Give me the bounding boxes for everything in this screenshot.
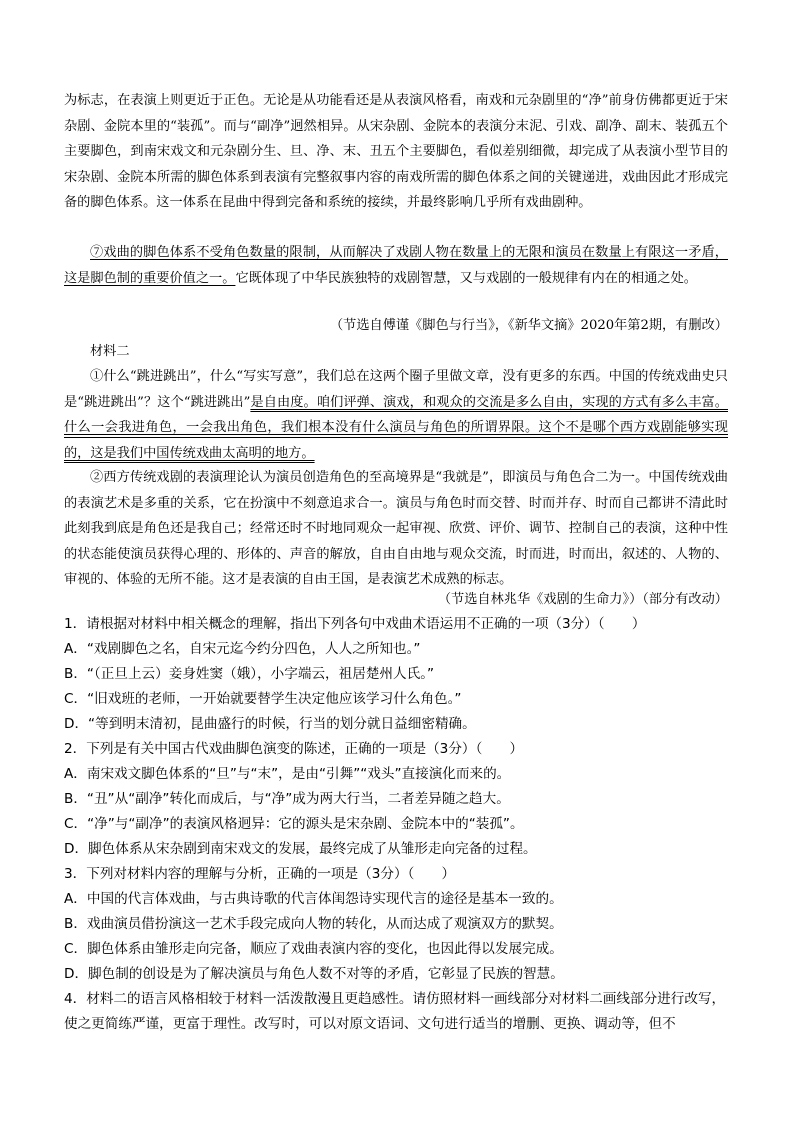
question-3-option-b: B．戏曲演员借扮演这一艺术手段完成向人物的转化，从而达成了观演双方的默契。 xyxy=(64,916,563,932)
material1-source: （节选自傅谨《脚色与行当》，《新华文摘》2020年第2期，有删改） xyxy=(330,318,728,333)
question-2-option-a: A．南宋戏文脚色体系的“旦”与“末”，是由“引舞”“戏头”直接演化而来的。 xyxy=(64,766,511,782)
question-1-option-c: C．“旧戏班的老师，一开始就要替学生决定他应该学习什么角色。” xyxy=(64,691,462,707)
question-3-option-a: A．中国的代言体戏曲，与古典诗歌的代言体闺怨诗实现代言的途径是基本一致的。 xyxy=(64,891,563,907)
paragraph-1-opening: ①什么“跳进跳出”，什么“写实写意”，我们总在这两个圈子里做文章，没有更多的东西。中国的传统戏曲史只是“跳进跳出”？这个“跳进跳出” xyxy=(64,369,728,410)
material2-paragraph-1 xyxy=(64,364,728,466)
material1-paragraph-7 xyxy=(64,240,728,291)
question-3-stem: 3．下列对材料内容的理解与分析，正确的一项是（3分）（ ） xyxy=(64,866,456,882)
double-underlined-passage: 是自由度。咱们评弹、演戏，和观众的交流是多么自由，实现的方式有多么丰富。什么一会我进角色，一会我出角色，我们根本没有什么演员与角色的所谓界限。这个不是哪个西方戏剧能够实现的，这是我们中国传统戏曲太高明的地方。 xyxy=(64,394,728,461)
question-3-option-c: C．脚色体系由雏形走向完备，顺应了戏曲表演内容的变化，也因此得以发展完成。 xyxy=(64,941,563,957)
material2-source: （节选自林兆华《戏剧的生命力》）（部分有改动） xyxy=(437,592,728,607)
question-2-option-b: B．“丑”从“副净”转化而成后，与“净”成为两大行当，二者差异随之趋大。 xyxy=(64,791,510,807)
question-4 xyxy=(64,987,728,1037)
question-1-option-b: B．“（正旦上云）妾身姓窦（娥），小字端云，祖居楚州人氏。” xyxy=(64,666,435,682)
question-1-option-d: D．“等到明末清初，昆曲盛行的时候，行当的划分就日益细密精确。 xyxy=(64,716,476,732)
material1-continuation-paragraph: 为标志，在表演上则更近于正色。无论是从功能看还是从表演风格看，南戏和元杂剧里的“净”前身仿佛都更近于宋杂剧、金院本里的“装孤”。而与“副净”迥然相异。从宋杂剧、金院本的表演分末泥、引戏、副净、副末、装孤五个主要脚色，到南宋戏文和元杂剧分生、旦、净、末、丑五个主要脚色，看似差别细微，却完成了从表演小型节目的宋杂剧、金院本所需的脚色体系到表演有完整叙事内容的南戏所需的脚色体系之间的关键递进，戏曲因此才形成完备的脚色体系。这一体系在昆曲中得到完备和系统的接续，并最终影响几乎所有戏曲剧种。 xyxy=(64,93,728,211)
plain-sentence: 它既体现了中华民族独特的戏剧智慧，又与戏剧的一般规律有内在的相通之处。 xyxy=(235,270,697,286)
question-1-option-a: A．“戏剧脚色之名，自宋元迄今约分四色，人人之所知也。” xyxy=(64,641,421,657)
material2-label: 材料二 xyxy=(90,344,130,359)
question-1-stem: 1．请根据对材料中相关概念的理解，指出下列各句中戏曲术语运用不正确的一项（3分）（ ） xyxy=(64,616,646,632)
question-2-option-d: D．脚色体系从宋杂剧到南宋戏文的发展，最终完成了从雏形走向完备的过程。 xyxy=(64,841,537,857)
question-4-stem: 4．材料二的语言风格相较于材料一活泼散漫且更趋感性。请仿照材料一画线部分对材料二画线部分进行改写，使之更简练严谨，更富于理性。改写时，可以对原文语词、文句进行适当的增删、更换、调动等，但不 xyxy=(64,991,726,1032)
underlined-sentence: ⑦戏曲的脚色体系不受角色数量的限制，从而解决了戏剧人物在数量上的无限和演员在数量上有限这一矛盾，这是脚色制的重要价值之一。 xyxy=(64,245,728,286)
question-2-option-c: C．“净”与“副净”的表演风格迥异：它的源头是宋杂剧、金院本中的“装孤”。 xyxy=(64,816,524,832)
question-2 xyxy=(64,737,728,862)
question-2-stem: 2．下列是有关中国古代戏曲脚色演变的陈述，正确的一项是（3分）（ ） xyxy=(64,741,524,757)
question-3 xyxy=(64,862,728,987)
question-1 xyxy=(64,612,728,737)
material2-paragraph-2: ②西方传统戏剧的表演理论认为演员创造角色的至高境界是“我就是”，即演员与角色合二为一。中国传统戏曲的表演艺术是多重的关系，它在扮演中不刻意追求合一。演员与角色时而交替、时而并存、时而自己都讲不清此时此刻我到底是角色还是我自己；经常还时不时地同观众一起审视、欣赏、评价、调节、控制自己的表演，这种中性的状态能使演员获得心理的、形体的、声音的解放，自由自由地与观众交流，时而进，时而出，叙述的、人物的、审视的、体验的无所不能。这才是表演的自由王国，是表演艺术成熟的标志。 xyxy=(64,470,728,588)
question-3-option-d: D．脚色制的创设是为了解决演员与角色人数不对等的矛盾，它彰显了民族的智慧。 xyxy=(64,966,564,982)
